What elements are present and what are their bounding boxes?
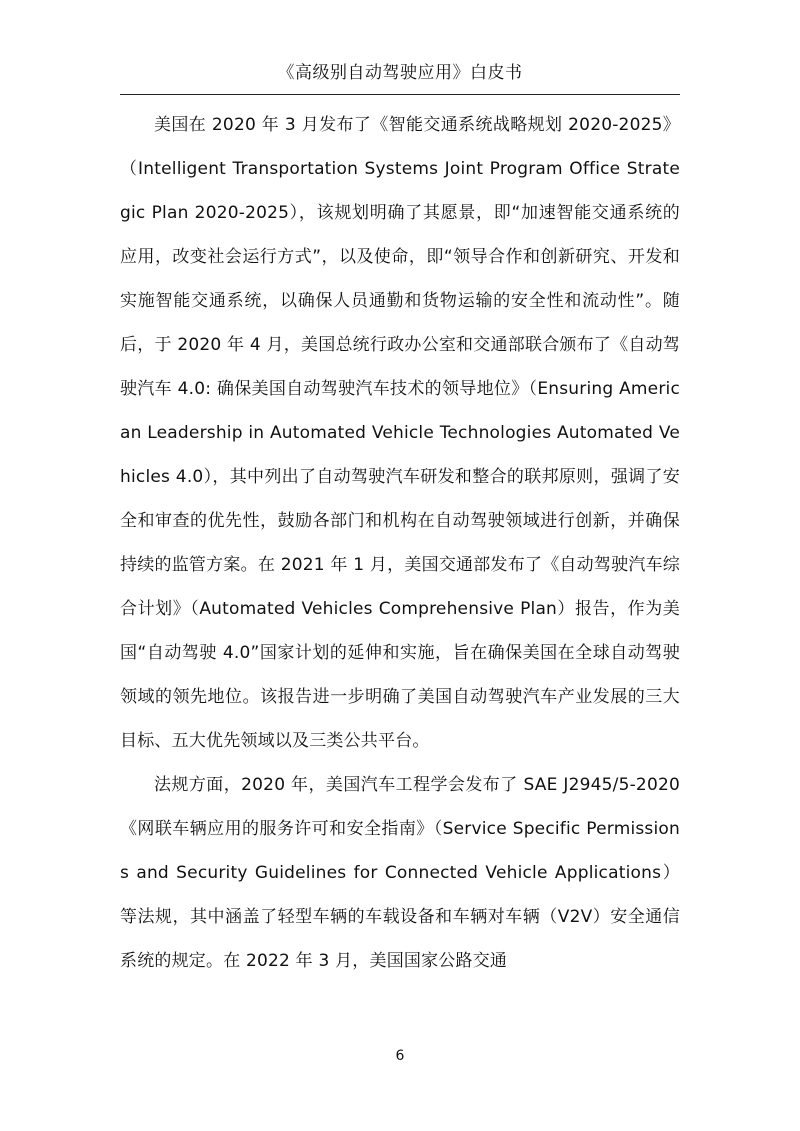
paragraph-regulations: 法规方面，2020 年，美国汽车工程学会发布了 SAE J2945/5-2020《网联车辆应用的服务许可和安全指南》（Service Specific Permissions and Security Guidelines for Connected Vehicle Applications）等法规，其中涵盖了轻型车辆的车载设备和车辆对车辆（V2V）安全通信系统的规定。在 2022 年 3 月，美国国家公路交通 (120, 775, 680, 971)
paragraph-us-strategy: 美国在 2020 年 3 月发布了《智能交通系统战略规划 2020-2025》（Intelligent Transportation Systems Joint Program Office Strategic Plan 2020-2025），该规划明确了其愿景，即“加速智能交通系统的应用，改变社会运行方式”，以及使命，即“领导合作和创新研究、开发和实施智能交通系统，以确保人员通勤和货物运输的安全性和流动性”。随后，于 2020 年 4 月，美国总统行政办公室和交通部联合颁布了《自动驾驶汽车 4.0: 确保美国自动驾驶汽车技术的领导地位》（Ensuring American Leadership in Automated Vehicle Technologies Automated Vehicles 4.0），其中列出了自动驾驶汽车研发和整合的联邦原则，强调了安全和审查的优先性，鼓励各部门和机构在自动驾驶领域进行创新，并确保持续的监管方案。在 2021 年 1 月，美国交通部发布了《自动驾驶汽车综合计划》（Automated Vehicles Comprehensive Plan）报告，作为美国“自动驾驶 4.0”国家计划的延伸和实施，旨在确保美国在全球自动驾驶领域的领先地位。该报告进一步明确了美国自动驾驶汽车产业发展的三大目标、五大优先领域以及三类公共平台。 (120, 115, 680, 751)
page-number: 6 (395, 1048, 405, 1064)
page-header-title: 《高级别自动驾驶应用》白皮书 (277, 63, 523, 83)
header-divider (120, 94, 680, 95)
body-text (120, 103, 680, 983)
